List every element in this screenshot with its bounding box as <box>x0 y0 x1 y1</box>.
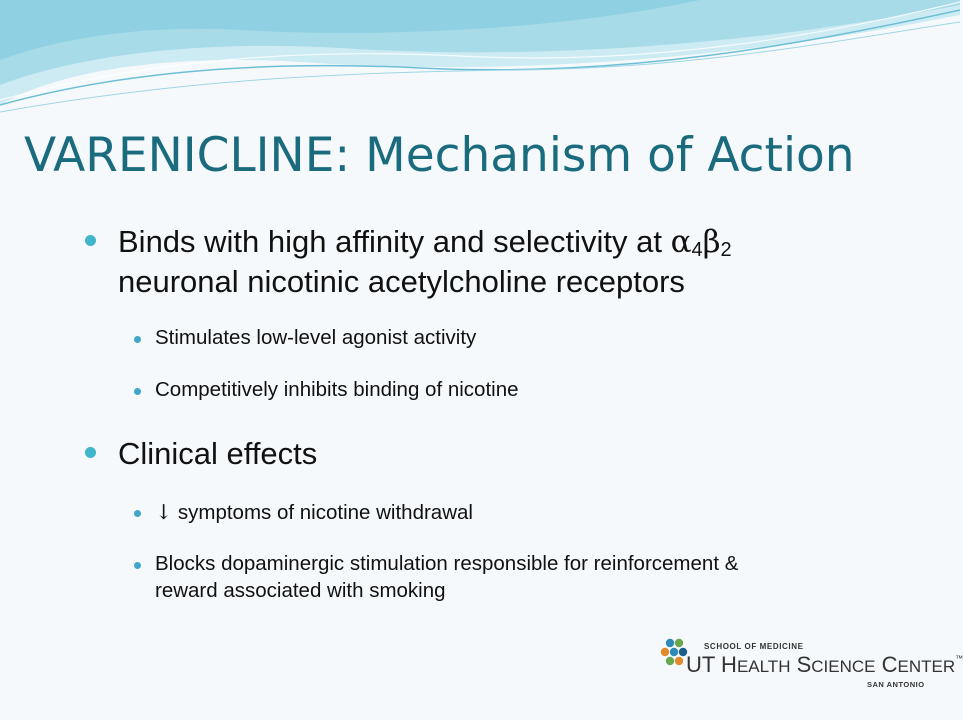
header-wave-decoration <box>0 0 960 130</box>
bullet-binds: Binds with high affinity and selectivity at $\alpha_4\beta_2$ <box>118 223 732 269</box>
bullet-dot <box>85 235 96 246</box>
sub-bullet-inhibits: Competitively inhibits binding of nicotine <box>155 378 519 402</box>
bullet-dot <box>85 447 96 458</box>
sub-bullet-dot <box>134 510 141 517</box>
sub-bullet-dopaminergic: Blocks dopaminergic stimulation responsible for reinforcement & <box>155 552 738 576</box>
sub-bullet-dot <box>134 336 141 343</box>
bullet-binds-line2: neuronal nicotinic acetylcholine receptors <box>118 264 685 299</box>
sub-bullet-dot <box>134 562 141 569</box>
beta-symbol: β <box>702 224 721 260</box>
logo-school-text: SCHOOL OF MEDICINE <box>704 642 804 651</box>
logo-location-text: SAN ANTONIO <box>867 680 925 689</box>
sub-bullet-dopaminergic-line2: reward associated with smoking <box>155 579 446 602</box>
logo-name-text: UT HEALTH SCIENCE CENTER™ <box>686 652 963 677</box>
sub-bullet-withdrawal: ↓ symptoms of nicotine withdrawal <box>155 500 473 525</box>
sub-bullet-stimulates: Stimulates low-level agonist activity <box>155 326 476 350</box>
alpha-symbol: α <box>670 224 692 260</box>
bullet-clinical-effects: Clinical effects <box>118 435 317 473</box>
ut-health-logo <box>656 634 963 692</box>
slide-title: VARENICLINE: Mechanism of Action <box>24 128 855 183</box>
sub-bullet-dot <box>134 388 141 395</box>
down-arrow-icon: ↓ <box>155 500 173 524</box>
